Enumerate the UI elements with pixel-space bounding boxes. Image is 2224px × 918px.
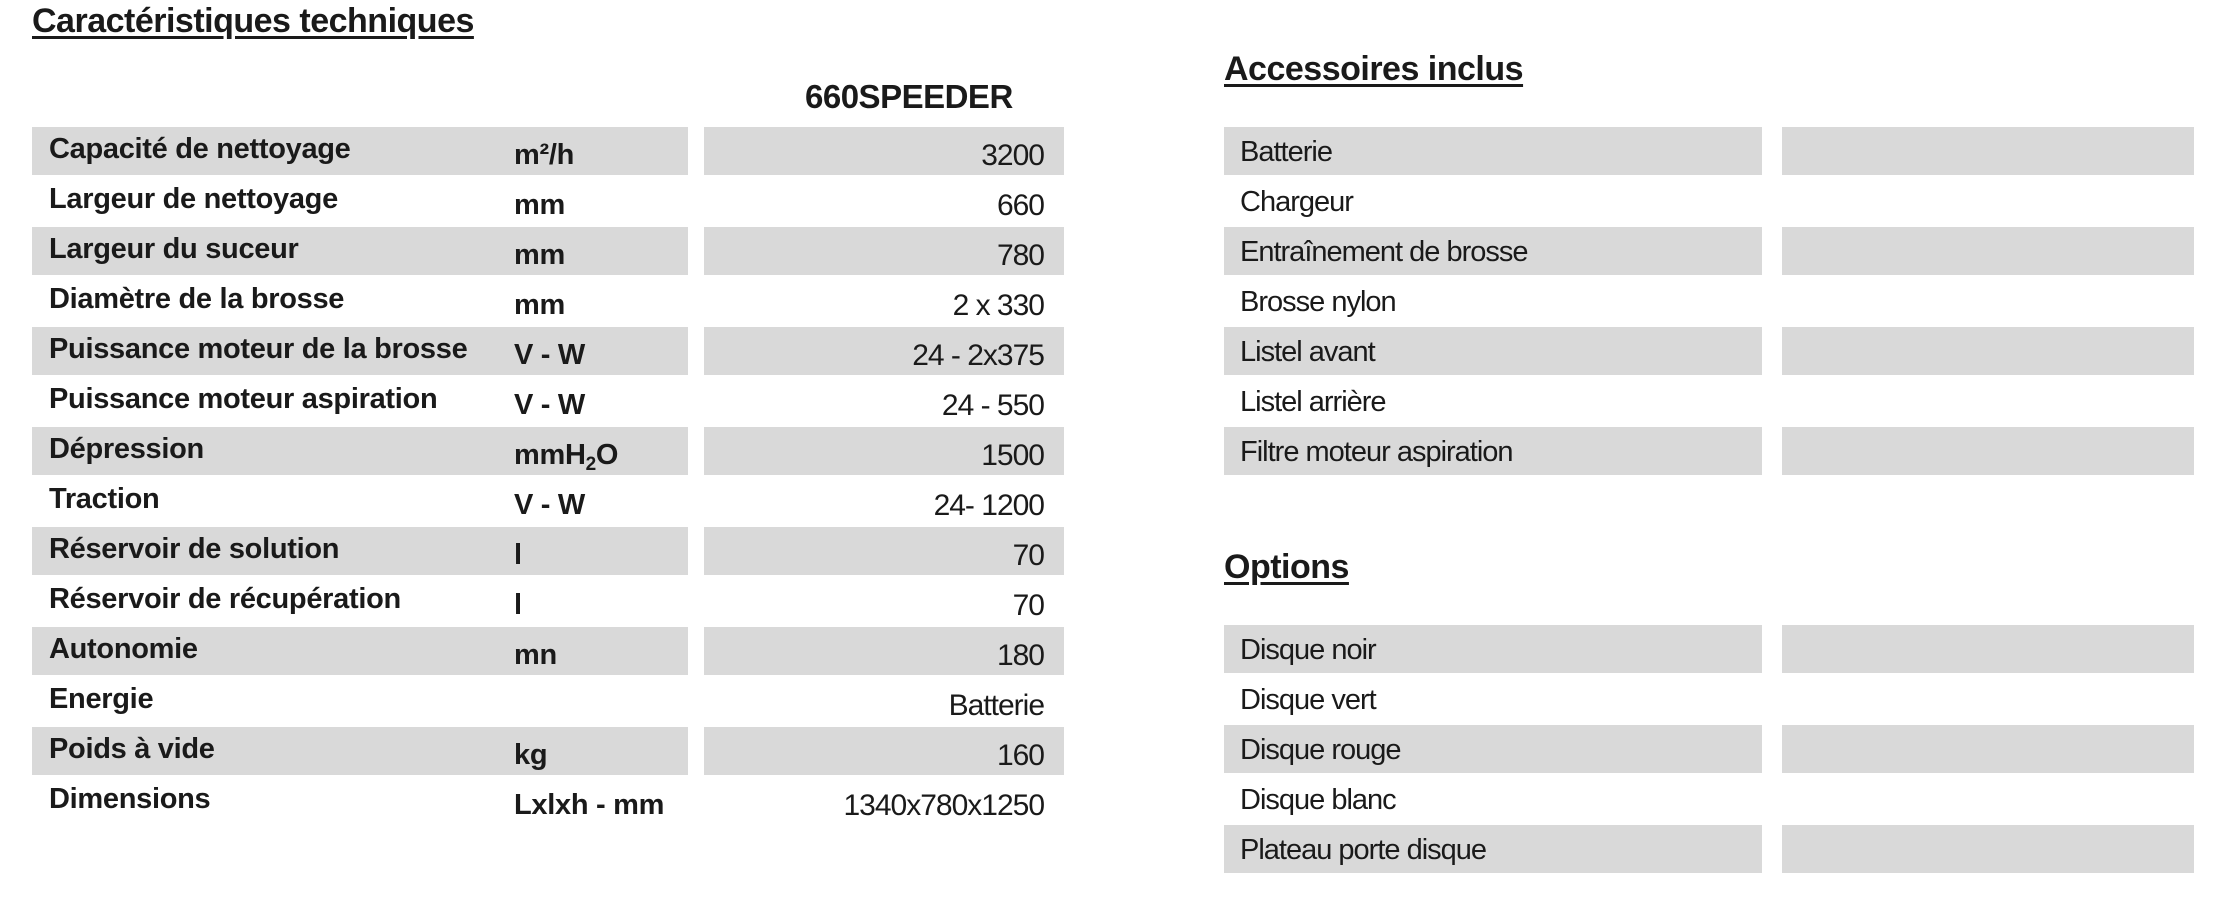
spec-label: Poids à vide [49,733,215,765]
row-shade [1782,825,2194,873]
spec-unit: mn [514,639,557,671]
row-shade [1782,177,2194,225]
spec-unit [514,427,618,483]
spec-value: 660 [996,189,1044,222]
spec-value: 24 - 2x375 [912,339,1044,372]
option-label: Disque noir [1240,634,1376,666]
spec-label: Dimensions [49,783,211,815]
option-label: Plateau porte disque [1240,834,1487,866]
row-shade [1782,725,2194,773]
spec-label: Largeur de nettoyage [49,183,338,215]
spec-unit: kg [514,739,548,771]
accessory-label: Chargeur [1240,186,1353,218]
option-label: Disque rouge [1240,734,1401,766]
spec-value: 24 - 550 [941,389,1044,422]
spec-label: Largeur du suceur [49,233,299,265]
spec-unit: m²/h [514,139,575,171]
spec-label: Puissance moteur de la brosse [49,333,468,365]
spec-label: Traction [49,483,160,515]
unit-prefix: mmH [514,439,586,471]
row-shade [1782,625,2194,673]
spec-label: Dépression [49,433,204,465]
spec-label: Capacité de nettoyage [49,133,351,165]
accessory-label: Brosse nylon [1240,286,1396,318]
unit-suffix: O [595,439,619,471]
spec-label: Réservoir de solution [49,533,340,565]
row-shade [1782,427,2194,475]
accessory-label: Filtre moteur aspiration [1240,436,1513,468]
row-shade [1782,127,2194,175]
accessory-label: Listel avant [1240,336,1375,368]
unit-subscript: 2 [585,454,596,475]
model-name: 660SPEEDER [805,78,1013,115]
spec-unit: mm [514,189,565,221]
spec-value: 1340x780x1250 [843,789,1044,822]
spec-label: Energie [49,683,154,715]
spec-value: 180 [996,639,1044,672]
accessory-label: Listel arrière [1240,386,1386,418]
spec-unit: l [514,539,522,571]
spec-unit: V - W [514,489,585,521]
spec-section-title: Caractéristiques techniques [32,2,474,40]
spec-value: Batterie [948,689,1044,722]
spec-unit: V - W [514,339,585,371]
spec-unit: l [514,589,522,621]
spec-label: Autonomie [49,633,198,665]
spec-value: 160 [996,739,1044,772]
option-label: Disque blanc [1240,784,1396,816]
row-shade [1782,775,2194,823]
accessory-label: Entraînement de brosse [1240,236,1528,268]
option-label: Disque vert [1240,684,1376,716]
options-section-title: Options [1224,548,1349,586]
spec-unit: mm [514,289,565,321]
spec-value: 1500 [981,439,1044,472]
row-shade [1782,277,2194,325]
row-shade [1782,327,2194,375]
spec-label: Puissance moteur aspiration [49,383,438,415]
spec-value: 2 x 330 [952,289,1044,322]
accessory-label: Batterie [1240,136,1332,168]
spec-value: 70 [1012,589,1044,622]
spec-unit: Lxlxh - mm [514,789,665,821]
row-shade [1782,377,2194,425]
spec-value: 3200 [981,139,1044,172]
spec-value: 24- 1200 [933,489,1044,522]
spec-unit: mm [514,239,565,271]
row-shade [1782,675,2194,723]
accessories-section-title: Accessoires inclus [1224,50,1524,88]
spec-value: 70 [1012,539,1044,572]
spec-label: Diamètre de la brosse [49,283,345,315]
spec-label: Réservoir de récupération [49,583,401,615]
spec-unit: V - W [514,389,585,421]
spec-value: 780 [996,239,1044,272]
row-shade [1782,227,2194,275]
